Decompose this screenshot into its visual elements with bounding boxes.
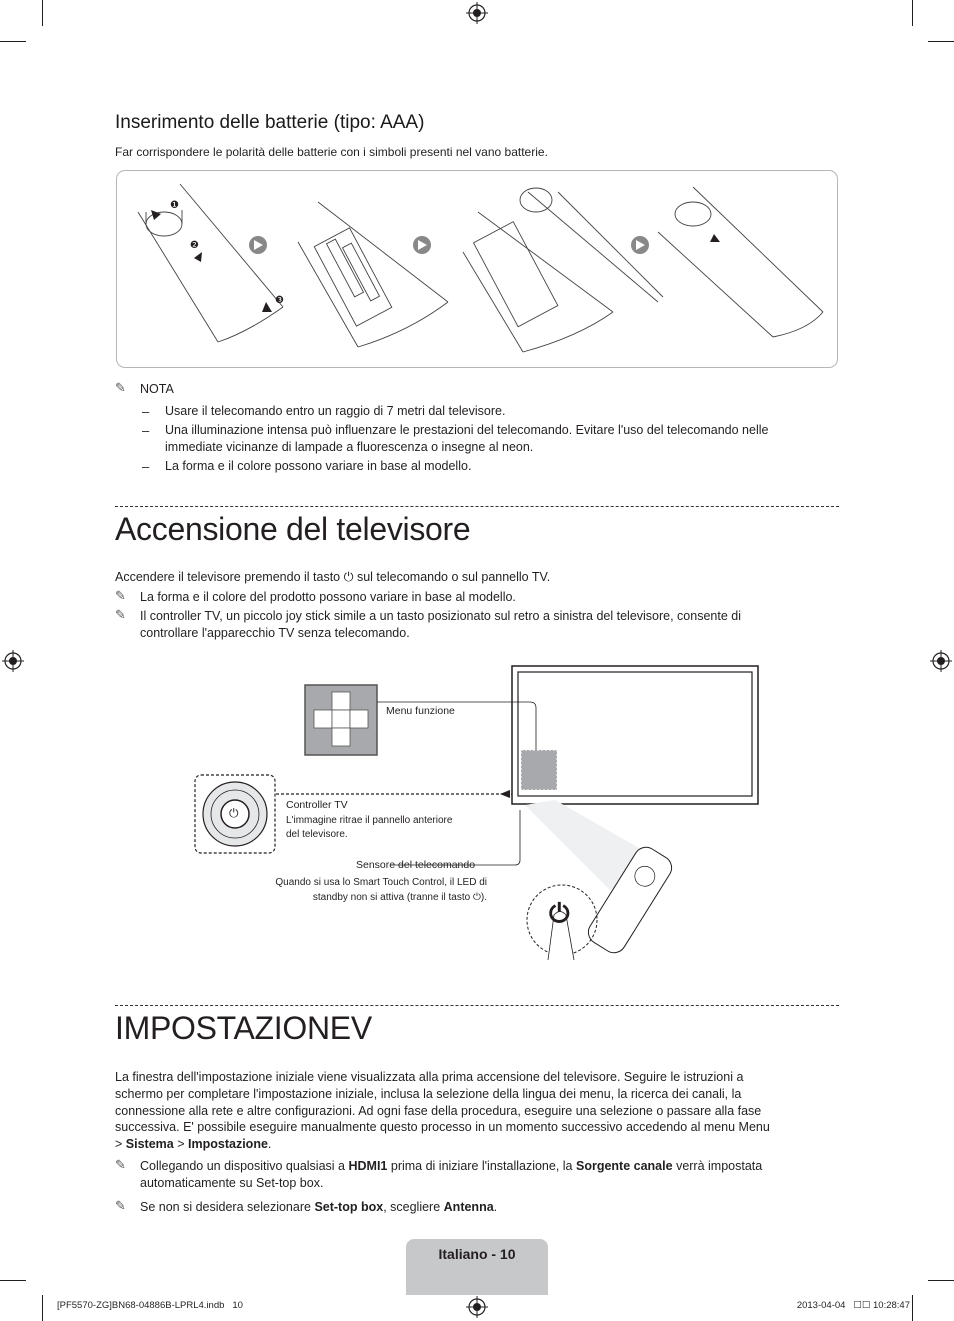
note-item: La forma e il colore possono variare in base al modello. (165, 459, 472, 473)
crop-mark (928, 1280, 954, 1281)
setup-note-2: Se non si desidera selezionare Set-top box, scegliere Antenna. (140, 1200, 498, 1214)
note-icon: ✎ (115, 1198, 126, 1213)
note-item-cont: immediate vicinanze di lampade a fluorescenza o insegne al neon. (165, 440, 534, 454)
note-item: Usare il telecomando entro un raggio di 7 metri dal televisore. (165, 404, 506, 418)
power-note-2-cont: controllare l'apparecchio TV senza telecomando. (140, 626, 410, 640)
power-note-1: La forma e il colore del prodotto possono variare in base al modello. (140, 590, 516, 604)
finger-power-icon: ⏻ (549, 898, 570, 928)
step-3-badge: ❸ (275, 295, 284, 306)
dash-bullet: – (142, 423, 150, 438)
note-label: NOTA (140, 382, 174, 396)
power-intro: Accendere il televisore premendo il tasto ⏻ sul telecomando o sul pannello TV. (115, 570, 551, 584)
power-note-2: Il controller TV, un piccolo joy stick simile a un tasto posizionato sul retro a sinistra del televisore, consente di (140, 609, 741, 623)
registration-mark-icon (930, 650, 952, 672)
controller-power-icon: ⏻ (229, 806, 239, 820)
note-icon: ✎ (115, 607, 126, 622)
note-icon: ✎ (115, 1157, 126, 1172)
menu-path-impostazione: Impostazione (188, 1137, 268, 1152)
power-icon: ⏻ (472, 892, 481, 903)
setup-note-1-cont: automaticamente su Set-top box. (140, 1176, 324, 1190)
battery-steps-illustration (118, 172, 836, 366)
crop-mark (42, 1295, 43, 1321)
battery-title: Inserimento delle batterie (tipo: AAA) (115, 112, 425, 133)
crop-mark (912, 0, 913, 26)
crop-mark (0, 1280, 26, 1281)
power-icon: ⏻ (343, 570, 354, 584)
sensor-label: Sensore del telecomando (356, 859, 476, 871)
controller-desc: L'immagine ritrae il pannello anteriore del televisore. (286, 815, 453, 840)
step-1-badge: ❶ (170, 200, 179, 211)
menu-path-sistema: Sistema (125, 1137, 174, 1152)
page-number: Italiano - 10 (438, 1246, 516, 1262)
crop-mark (42, 0, 43, 26)
note-icon: ✎ (115, 588, 126, 603)
registration-mark-icon (466, 1296, 488, 1318)
battery-intro: Far corrispondere le polarità delle batterie con i simboli presenti nel vano batterie. (115, 145, 548, 159)
note-item: Una illuminazione intensa può influenzare le prestazioni del telecomando. Evitare l'uso del telecomando nelle (165, 423, 769, 437)
dash-bullet: – (142, 404, 150, 419)
step-2-badge: ❷ (190, 240, 199, 251)
note-icon: ✎ (115, 380, 126, 395)
power-title: Accensione del televisore (115, 511, 471, 547)
footer-date: 2013-04-04 ☐☐ 10:28:47 (796, 1300, 910, 1311)
crop-mark (928, 41, 954, 42)
registration-mark-icon (2, 650, 24, 672)
setup-title: IMPOSTAZIONEV (115, 1010, 372, 1046)
menu-function-label: Menu funzione (386, 705, 455, 717)
setup-note-1: Collegando un dispositivo qualsiasi a HDMI1 prima di iniziare l'installazione, la Sorgente canale verrà impostata (140, 1159, 763, 1173)
setup-paragraph: La finestra dell'impostazione iniziale viene visualizzata alla prima accensione del televisore. Seguire le istruzioni a schermo per completare l'impostazione iniziale, inclusa la selezione della lingua dei menu, la ricerca dei canali, la connessione alla rete e altre configurazioni. Ad ogni fase della procedura, eseguire una selezione o passare alla fase successiva. E' possibile eseguire manualmente questo processo in un momento successivo accedendo al menu Menu > Sistema > Impostazione. (115, 1070, 770, 1152)
tv-controller-diagram (190, 660, 770, 970)
section-divider (115, 1005, 839, 1006)
crop-mark (0, 41, 26, 42)
registration-mark-icon (466, 2, 488, 24)
dash-bullet: – (142, 459, 150, 474)
section-divider (115, 506, 839, 507)
crop-mark (912, 1295, 913, 1321)
footer-file: [PF5570-ZG]BN68-04886B-LPRL4.indb 10 (57, 1300, 243, 1311)
sensor-desc: Quando si usa lo Smart Touch Control, il LED di standby non si attiva (tranne il tasto ⏻). (275, 877, 487, 903)
controller-label: Controller TV (286, 799, 348, 811)
